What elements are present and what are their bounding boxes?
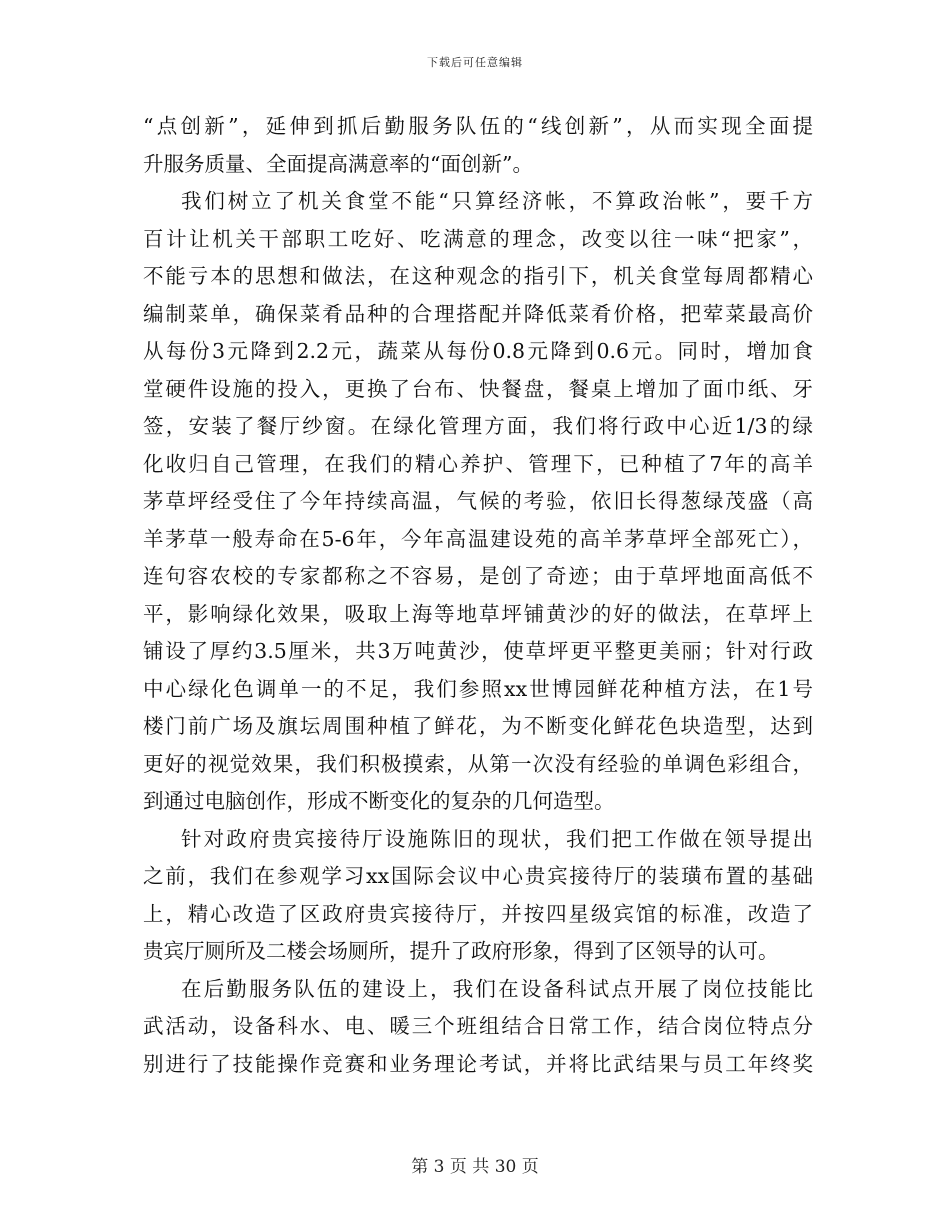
page-header: 下载后可任意编辑 — [427, 56, 523, 69]
text-line: 堂硬件设施的投入，更换了台布、快餐盘，餐桌上增加了面巾纸、牙 — [143, 376, 813, 401]
text-line: 之前，我们在参观学习xx国际会议中心贵宾接待厅的装璜布置的基础 — [143, 864, 813, 888]
text-line: 茅草坪经受住了今年持续高温，气候的考验，依旧长得葱绿茂盛（高 — [143, 489, 813, 513]
text-line: 签，安装了餐厅纱窗。在绿化管理方面，我们将行政中心近1/3的绿 — [143, 414, 813, 438]
text-line: 百计让机关干部职工吃好、吃满意的理念，改变以往一味“把家”， — [143, 226, 813, 251]
text-line: 铺设了厚约3.5厘米，共3万吨黄沙，使草坪更平整更美丽；针对行政 — [143, 639, 813, 663]
text-line: 更好的视觉效果，我们积极摸索，从第一次没有经验的单调色彩组合， — [143, 751, 813, 776]
text-line: 羊茅草一般寿命在5-6年，今年高温建设苑的高羊茅草坪全部死亡）， — [143, 526, 813, 551]
text-line: 别进行了技能操作竞赛和业务理论考试，并将比武结果与员工年终奖 — [143, 1051, 813, 1076]
text-line: 平，影响绿化效果，吸取上海等地草坪铺黄沙的好的做法，在草坪上 — [143, 601, 813, 626]
document-body — [143, 108, 813, 1083]
text-line: 贵宾厅厕所及二楼会场厕所，提升了政府形象，得到了区领导的认可。 — [143, 939, 779, 963]
text-line: 楼门前广场及旗坛周围种植了鲜花，为不断变化鲜花色块造型，达到 — [143, 714, 813, 738]
text-line: 编制菜单，确保菜肴品种的合理搭配并降低菜肴价格，把荤菜最高价 — [143, 301, 813, 326]
text-line: 连句容农校的专家都称之不容易，是创了奇迹；由于草坪地面高低不 — [143, 564, 813, 588]
text-line: “点创新”，延伸到抓后勤服务队伍的“线创新”，从而实现全面提 — [143, 114, 813, 138]
text-line: 到通过电脑创作，形成不断变化的复杂的几何造型。 — [143, 789, 615, 813]
paragraph-first-line: 在后勤服务队伍的建设上，我们在设备科试点开展了岗位技能比 — [181, 976, 813, 1001]
text-line: 从每份3元降到2.2元，蔬菜从每份0.8元降到0.6元。同时，增加食 — [143, 339, 813, 363]
text-line: 中心绿化色调单一的不足，我们参照xx世博园鲜花种植方法，在1号 — [143, 676, 813, 701]
text-line: 武活动，设备科水、电、暖三个班组结合日常工作，结合岗位特点分 — [143, 1014, 813, 1038]
text-line: 化收归自己管理，在我们的精心养护、管理下，已种植了7年的高羊 — [143, 451, 813, 476]
text-line: 不能亏本的思想和做法，在这种观念的指引下，机关食堂每周都精心 — [143, 264, 813, 288]
page-number-footer: 第 3 页 共 30 页 — [411, 1157, 539, 1177]
text-line: 上，精心改造了区政府贵宾接待厅，并按四星级宾馆的标准，改造了 — [143, 901, 813, 926]
paragraph-first-line: 针对政府贵宾接待厅设施陈旧的现状，我们把工作做在领导提出 — [181, 826, 813, 851]
paragraph-first-line: 我们树立了机关食堂不能“只算经济帐，不算政治帐”，要千方 — [181, 189, 813, 213]
text-line: 升服务质量、全面提高满意率的“面创新”。 — [143, 151, 533, 176]
